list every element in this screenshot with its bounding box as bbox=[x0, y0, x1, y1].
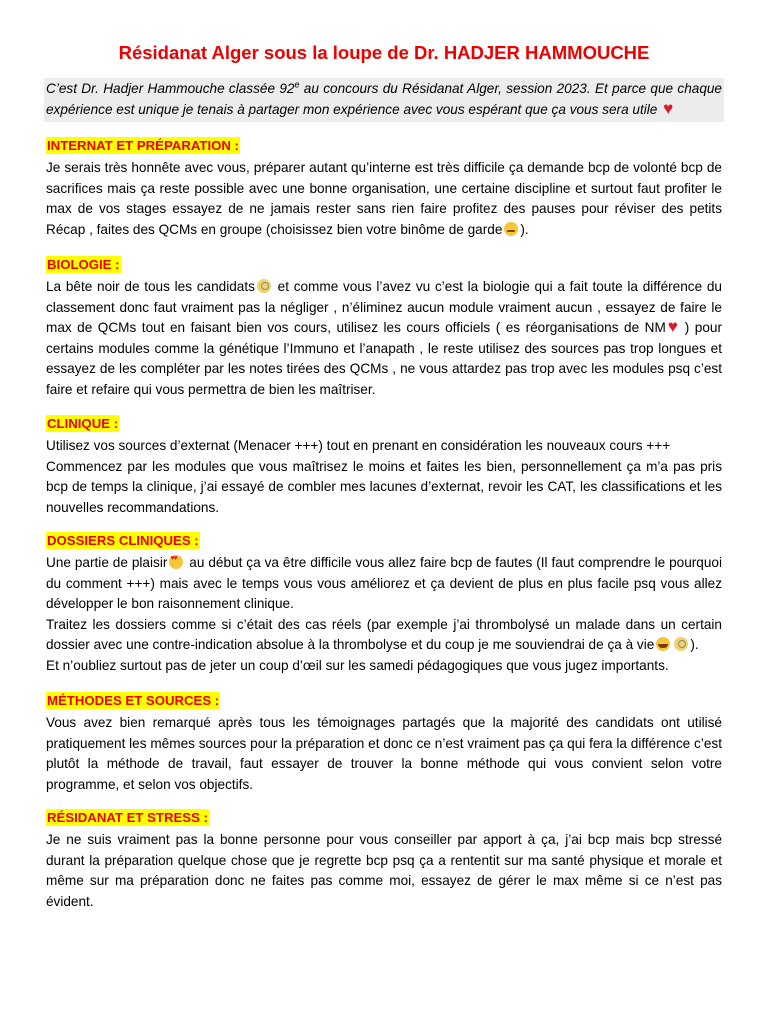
section-heading: BIOLOGIE : bbox=[47, 257, 120, 272]
section-body bbox=[46, 553, 722, 677]
section-body bbox=[46, 277, 722, 401]
section-heading: CLINIQUE : bbox=[47, 416, 119, 431]
section-body bbox=[46, 713, 722, 795]
section-heading: DOSSIERS CLINIQUES : bbox=[47, 533, 199, 548]
red-heart-icon bbox=[663, 102, 678, 116]
section-dossiers-cliniques bbox=[46, 532, 722, 677]
paragraph-1 bbox=[46, 553, 722, 615]
section-body bbox=[46, 436, 722, 518]
paragraph-text-middle: et comme vous l’avez vu c’est la biologie qui a fait toute la différence du classement donc faut vraiment pas la négliger , n’éliminez aucun module vraiment aucun , essayez de faire le max de QCMs tout en faisant bien vos cours, utilisez les cours officiels ( es réorganisations de NM bbox=[46, 279, 722, 336]
section-heading: RÉSIDANAT ET STRESS : bbox=[47, 810, 208, 825]
section-clinique bbox=[46, 415, 722, 518]
paragraph-text: Je serais très honnête avec vous, préparer autant qu’interne est très difficile ça demande bcp de volonté bcp de sacrifices mais ça reste possible avec une bonne organisation, une certaine discipline et surtout faut profiter le max de vos stages essayez de ne jamais rester sans rien faire profitez des pauses pour réviser des petits Récap , faites des QCMs en groupe (choisissez bien votre binôme de garde bbox=[46, 160, 722, 237]
section-methodes-sources bbox=[46, 692, 722, 795]
dizzy-face-icon bbox=[257, 279, 271, 293]
paragraph-text-end: ). bbox=[520, 221, 529, 237]
paragraph-2 bbox=[46, 615, 722, 656]
heart-eyes-face-icon bbox=[169, 555, 183, 569]
paragraph-2-end: ). bbox=[690, 637, 699, 653]
paragraph-1-start: Une partie de plaisir bbox=[46, 555, 168, 570]
paragraph-text-end: ) pour certains modules comme la génétique l’Immuno et l’anapath , le reste utilisez des sources pas trop longues et essayez de les compléter par les notes tirées des QCMs , ne vous attardez pas trop avec les modules psq c’est faire et refaire qui vous permettra de bien les maîtriser. bbox=[46, 320, 723, 397]
paragraph-2-start: Traitez les dossiers comme si c’était des cas réels (par exemple j’ai thrombolysé un malade dans un certain dossier avec une contre-indication absolue à la thrombolyse et du coup je me souviendrai de ça à vie bbox=[46, 616, 722, 653]
intro-line-2: expérience est unique je tenais à partager mon expérience avec vous espérant que ça vous sera utile bbox=[46, 102, 658, 117]
sweat-smile-face-icon bbox=[504, 222, 518, 236]
rank-suffix: e bbox=[294, 79, 300, 90]
section-heading: INTERNAT ET PRÉPARATION : bbox=[47, 138, 239, 153]
intro-text bbox=[44, 78, 724, 120]
section-residanat-stress bbox=[46, 809, 722, 912]
section-internat bbox=[46, 137, 722, 240]
paragraph-3: Et n’oubliez surtout pas de jeter un coup d’œil sur les samedi pédagogiques que vous jugez importants. bbox=[46, 657, 669, 673]
dizzy-face-icon bbox=[674, 637, 688, 651]
intro-line-1-end: au concours du Résidanat Alger, session 2023. Et parce que chaque bbox=[299, 81, 722, 96]
section-biologie bbox=[46, 256, 722, 401]
page-title: Résidanat Alger sous la loupe de Dr. HADJER HAMMOUCHE bbox=[118, 42, 650, 63]
paragraph-text: La bête noir de tous les candidats bbox=[46, 279, 255, 294]
paragraph-1: Je ne suis vraiment pas la bonne personne pour vous conseiller par apport à ça, j’ai bcp mais bcp stressé durant la préparation quelque chose que je regrette bcp psq ça a rententit sur ma santé physique et morale et même sur ma préparation donc ne faites pas comme moi, essayez de gérer le max même si ce n’est pas évident. bbox=[46, 832, 722, 909]
intro-line-1-start: C’est Dr. Hadjer Hammouche classée 92 bbox=[46, 81, 295, 96]
section-body bbox=[46, 158, 722, 240]
intro-line-1 bbox=[46, 78, 722, 99]
section-body bbox=[46, 830, 722, 912]
paragraph-1: Vous avez bien remarqué après tous les témoignages partagés que la majorité des candidats ont utilisé pratiquement les mêmes sources pour la préparation et donc ce n’est vraiment pas ça qui fera la différence c’est plutôt la méthode de travail, faut essayer de trouver la bonne méthode qui vous convient selon votre programme, et selon vos objectifs. bbox=[46, 715, 722, 792]
paragraph-2: Commencez par les modules que vous maîtrisez le moins et faites les bien, personnellement ça m’a pas pris bcp de temps la clinique, j’ai essayé de combler mes lacunes d’externat, revoir les CAT, les classifications et les nouvelles recommandations. bbox=[46, 458, 722, 515]
paragraph-1-end: au début ça va être difficile vous allez faire bcp de fautes (Il faut comprendre le pourquoi du comment +++) mais avec le temps vous vous améliorez et ça devient de plus en plus facile psq vous allez développer le bon raisonnement clinique. bbox=[46, 555, 722, 612]
paragraph-1: Utilisez vos sources d’externat (Menacer +++) tout en prenant en considération les nouveaux cours +++ bbox=[46, 438, 671, 453]
red-heart-icon bbox=[668, 320, 683, 334]
tears-of-joy-face-icon bbox=[656, 637, 670, 651]
intro-box bbox=[44, 78, 724, 122]
section-heading: MÉTHODES ET SOURCES : bbox=[47, 693, 220, 708]
